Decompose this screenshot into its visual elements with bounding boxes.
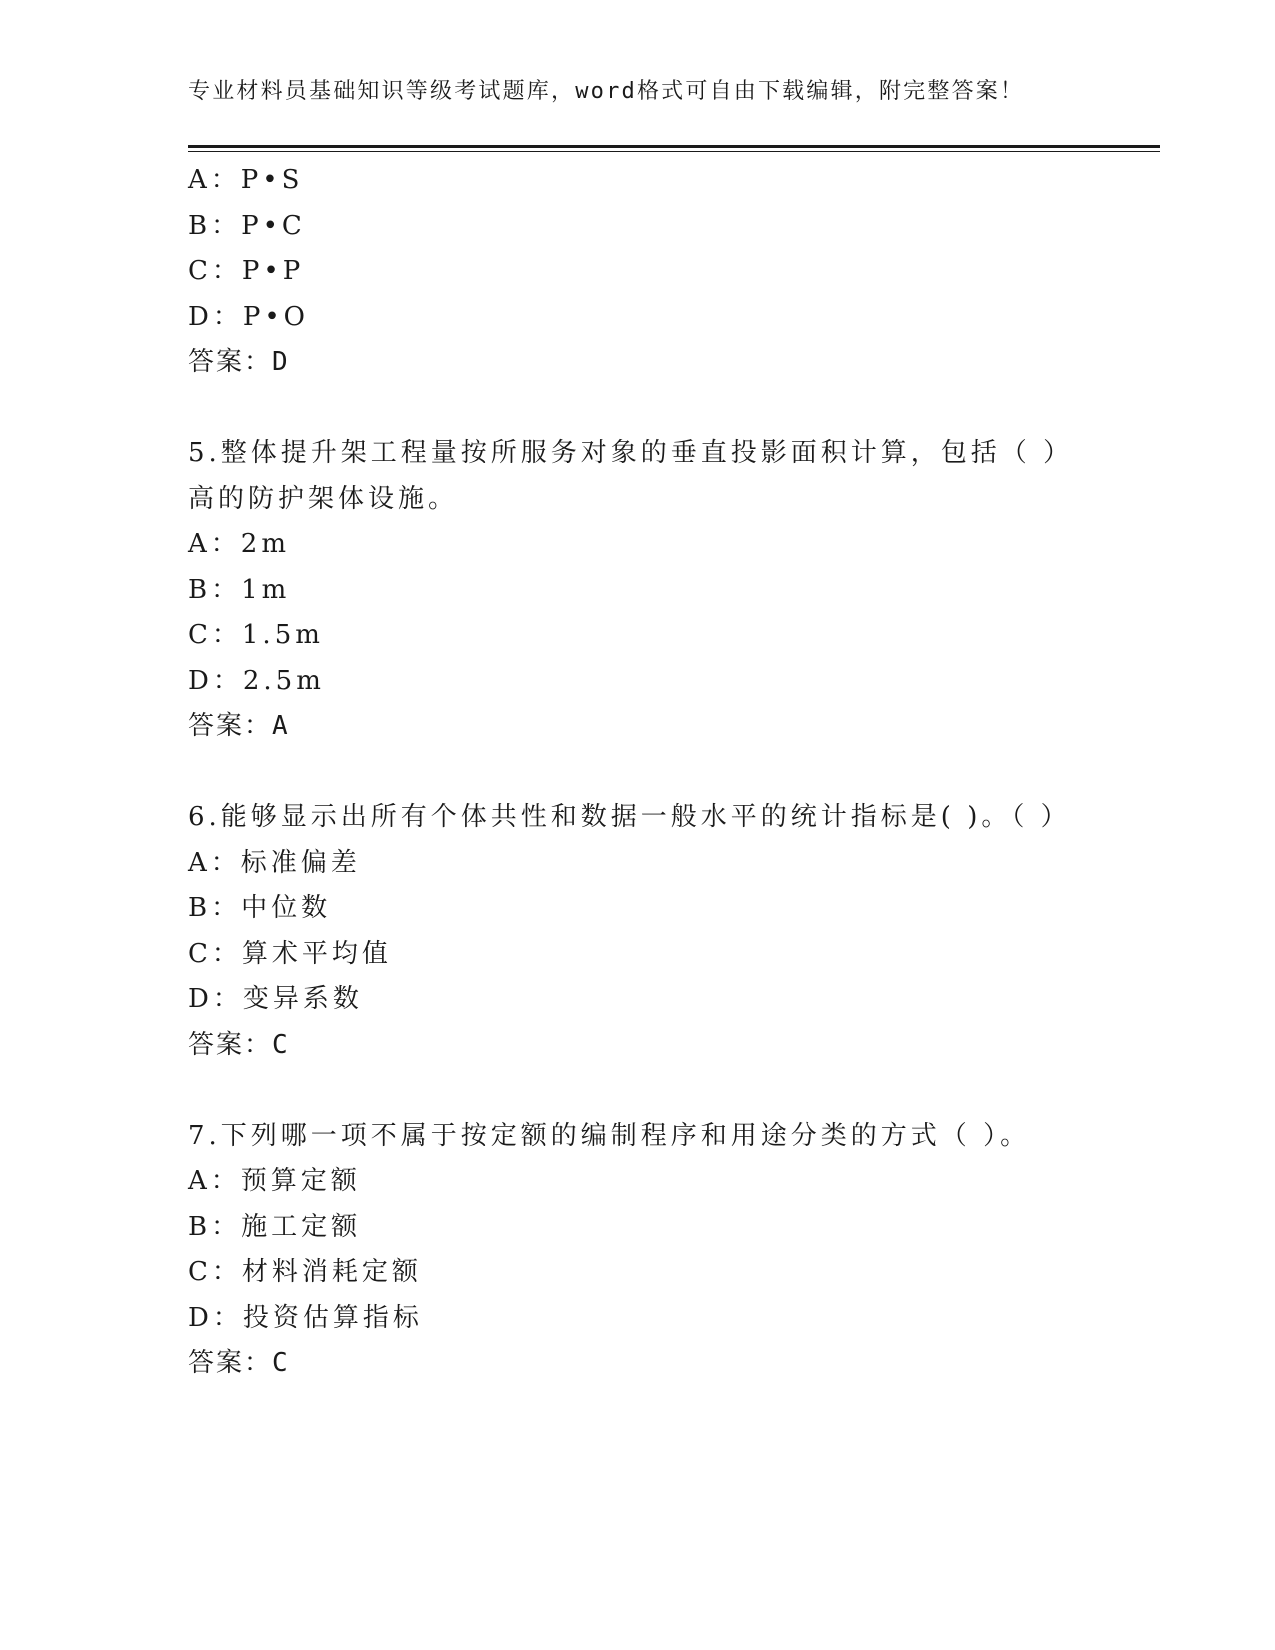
option-a: A：标准偏差 [188,847,361,878]
option-b: B：中位数 [188,893,332,923]
option-c: C：算术平均值 [188,938,392,969]
header-rule-thin [188,151,1160,152]
page-header: 专业材料员基础知识等级考试题库，word格式可自由下载编辑，附完整答案！ [188,79,1025,104]
question-text: 5.整体提升架工程量按所服务对象的垂直投影面积计算，包括（ ）高的防护架体设施。 [188,438,1061,514]
option-a: A：预算定额 [188,1166,361,1196]
question-block [188,431,1088,750]
option-a: A：P•S [188,165,304,195]
question-text: 6.能够显示出所有个体共性和数据一般水平的统计指标是( )。（ ） [188,802,1071,832]
option-c: C：1.5m [188,620,324,650]
option-c: C：材料消耗定额 [188,1257,422,1287]
header-rule-thick [188,145,1160,148]
option-b: B：1m [188,574,291,605]
question-list [188,158,1088,1387]
option-b: B：P•C [188,210,306,241]
answer-line: 答案：C [188,1348,290,1378]
option-c: C：P•P [188,256,305,286]
option-d: D：2.5m [188,665,325,696]
answer-line: 答案：C [188,1029,290,1060]
answer-line: 答案：A [188,711,290,741]
option-b: B：施工定额 [188,1211,362,1242]
option-d: D：投资估算指标 [188,1302,423,1333]
option-d: D：变异系数 [188,984,363,1014]
option-d: D：P•O [188,301,309,332]
question-block [188,795,1088,1068]
question-text: 7.下列哪一项不属于按定额的编制程序和用途分类的方式（ ）。 [188,1120,1031,1151]
question-block [188,1114,1088,1387]
question-block [188,158,1088,386]
answer-line: 答案：D [188,347,290,377]
option-a: A：2m [188,529,290,559]
